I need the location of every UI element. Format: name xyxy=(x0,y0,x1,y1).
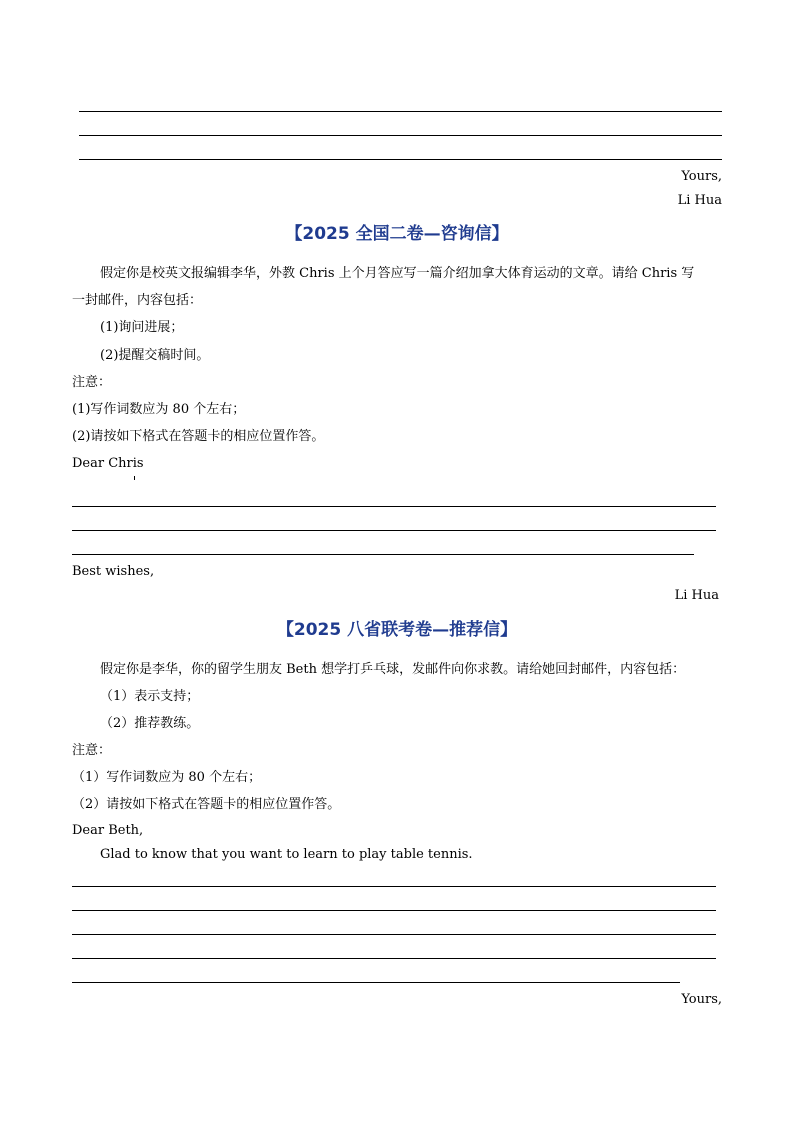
prompt-text: 一封邮件，内容包括： xyxy=(72,293,203,308)
signature-text: Li Hua xyxy=(677,193,722,208)
letter-greeting: Dear Chris xyxy=(72,456,144,471)
note-item: (1)写作词数应为 80 个左右； xyxy=(72,402,246,417)
note-item: (2)请按如下格式在答题卡的相应位置作答。 xyxy=(72,429,325,444)
answer-line xyxy=(72,530,716,531)
prompt-text: 假定你是校英文报编辑李华，外教 Chris 上个月答应写一篇介绍加拿大体育运动的文章。请给 Chris 写 xyxy=(100,266,695,281)
prompt-text: 假定你是李华，你的留学生朋友 Beth 想学打乒乓球，发邮件向你求教。请给她回封邮件，内容包括： xyxy=(100,662,686,677)
answer-line xyxy=(79,159,722,160)
section-heading: 【2025 八省联考卷—推荐信】 xyxy=(276,620,518,640)
answer-line xyxy=(72,982,680,983)
note-item: （2）请按如下格式在答题卡的相应位置作答。 xyxy=(72,797,341,812)
requirement-item: （2）推荐教练。 xyxy=(100,716,200,731)
requirement-item: (2)提醒交稿时间。 xyxy=(100,348,210,363)
note-label: 注意： xyxy=(72,743,112,758)
requirement-item: （1）表示支持； xyxy=(100,689,200,704)
letter-opening: Glad to know that you want to learn to play table tennis. xyxy=(100,847,473,862)
answer-line xyxy=(72,934,716,935)
letter-closing: Best wishes, xyxy=(72,564,155,579)
section-heading: 【2025 全国二卷—咨询信】 xyxy=(285,224,509,244)
answer-line xyxy=(79,111,722,112)
note-label: 注意： xyxy=(72,375,112,390)
closing-text: Yours, xyxy=(681,992,722,1007)
answer-line xyxy=(72,506,716,507)
answer-line xyxy=(72,554,694,555)
letter-greeting: Dear Beth, xyxy=(72,823,144,838)
answer-line xyxy=(72,886,716,887)
closing-text: Yours, xyxy=(681,169,722,184)
requirement-item: (1)询问进展； xyxy=(100,320,184,335)
answer-line xyxy=(72,958,716,959)
answer-line xyxy=(79,135,722,136)
note-item: （1）写作词数应为 80 个左右； xyxy=(72,770,262,785)
comma-mark xyxy=(134,476,135,480)
signature-text: Li Hua xyxy=(674,588,719,603)
answer-line xyxy=(72,910,716,911)
